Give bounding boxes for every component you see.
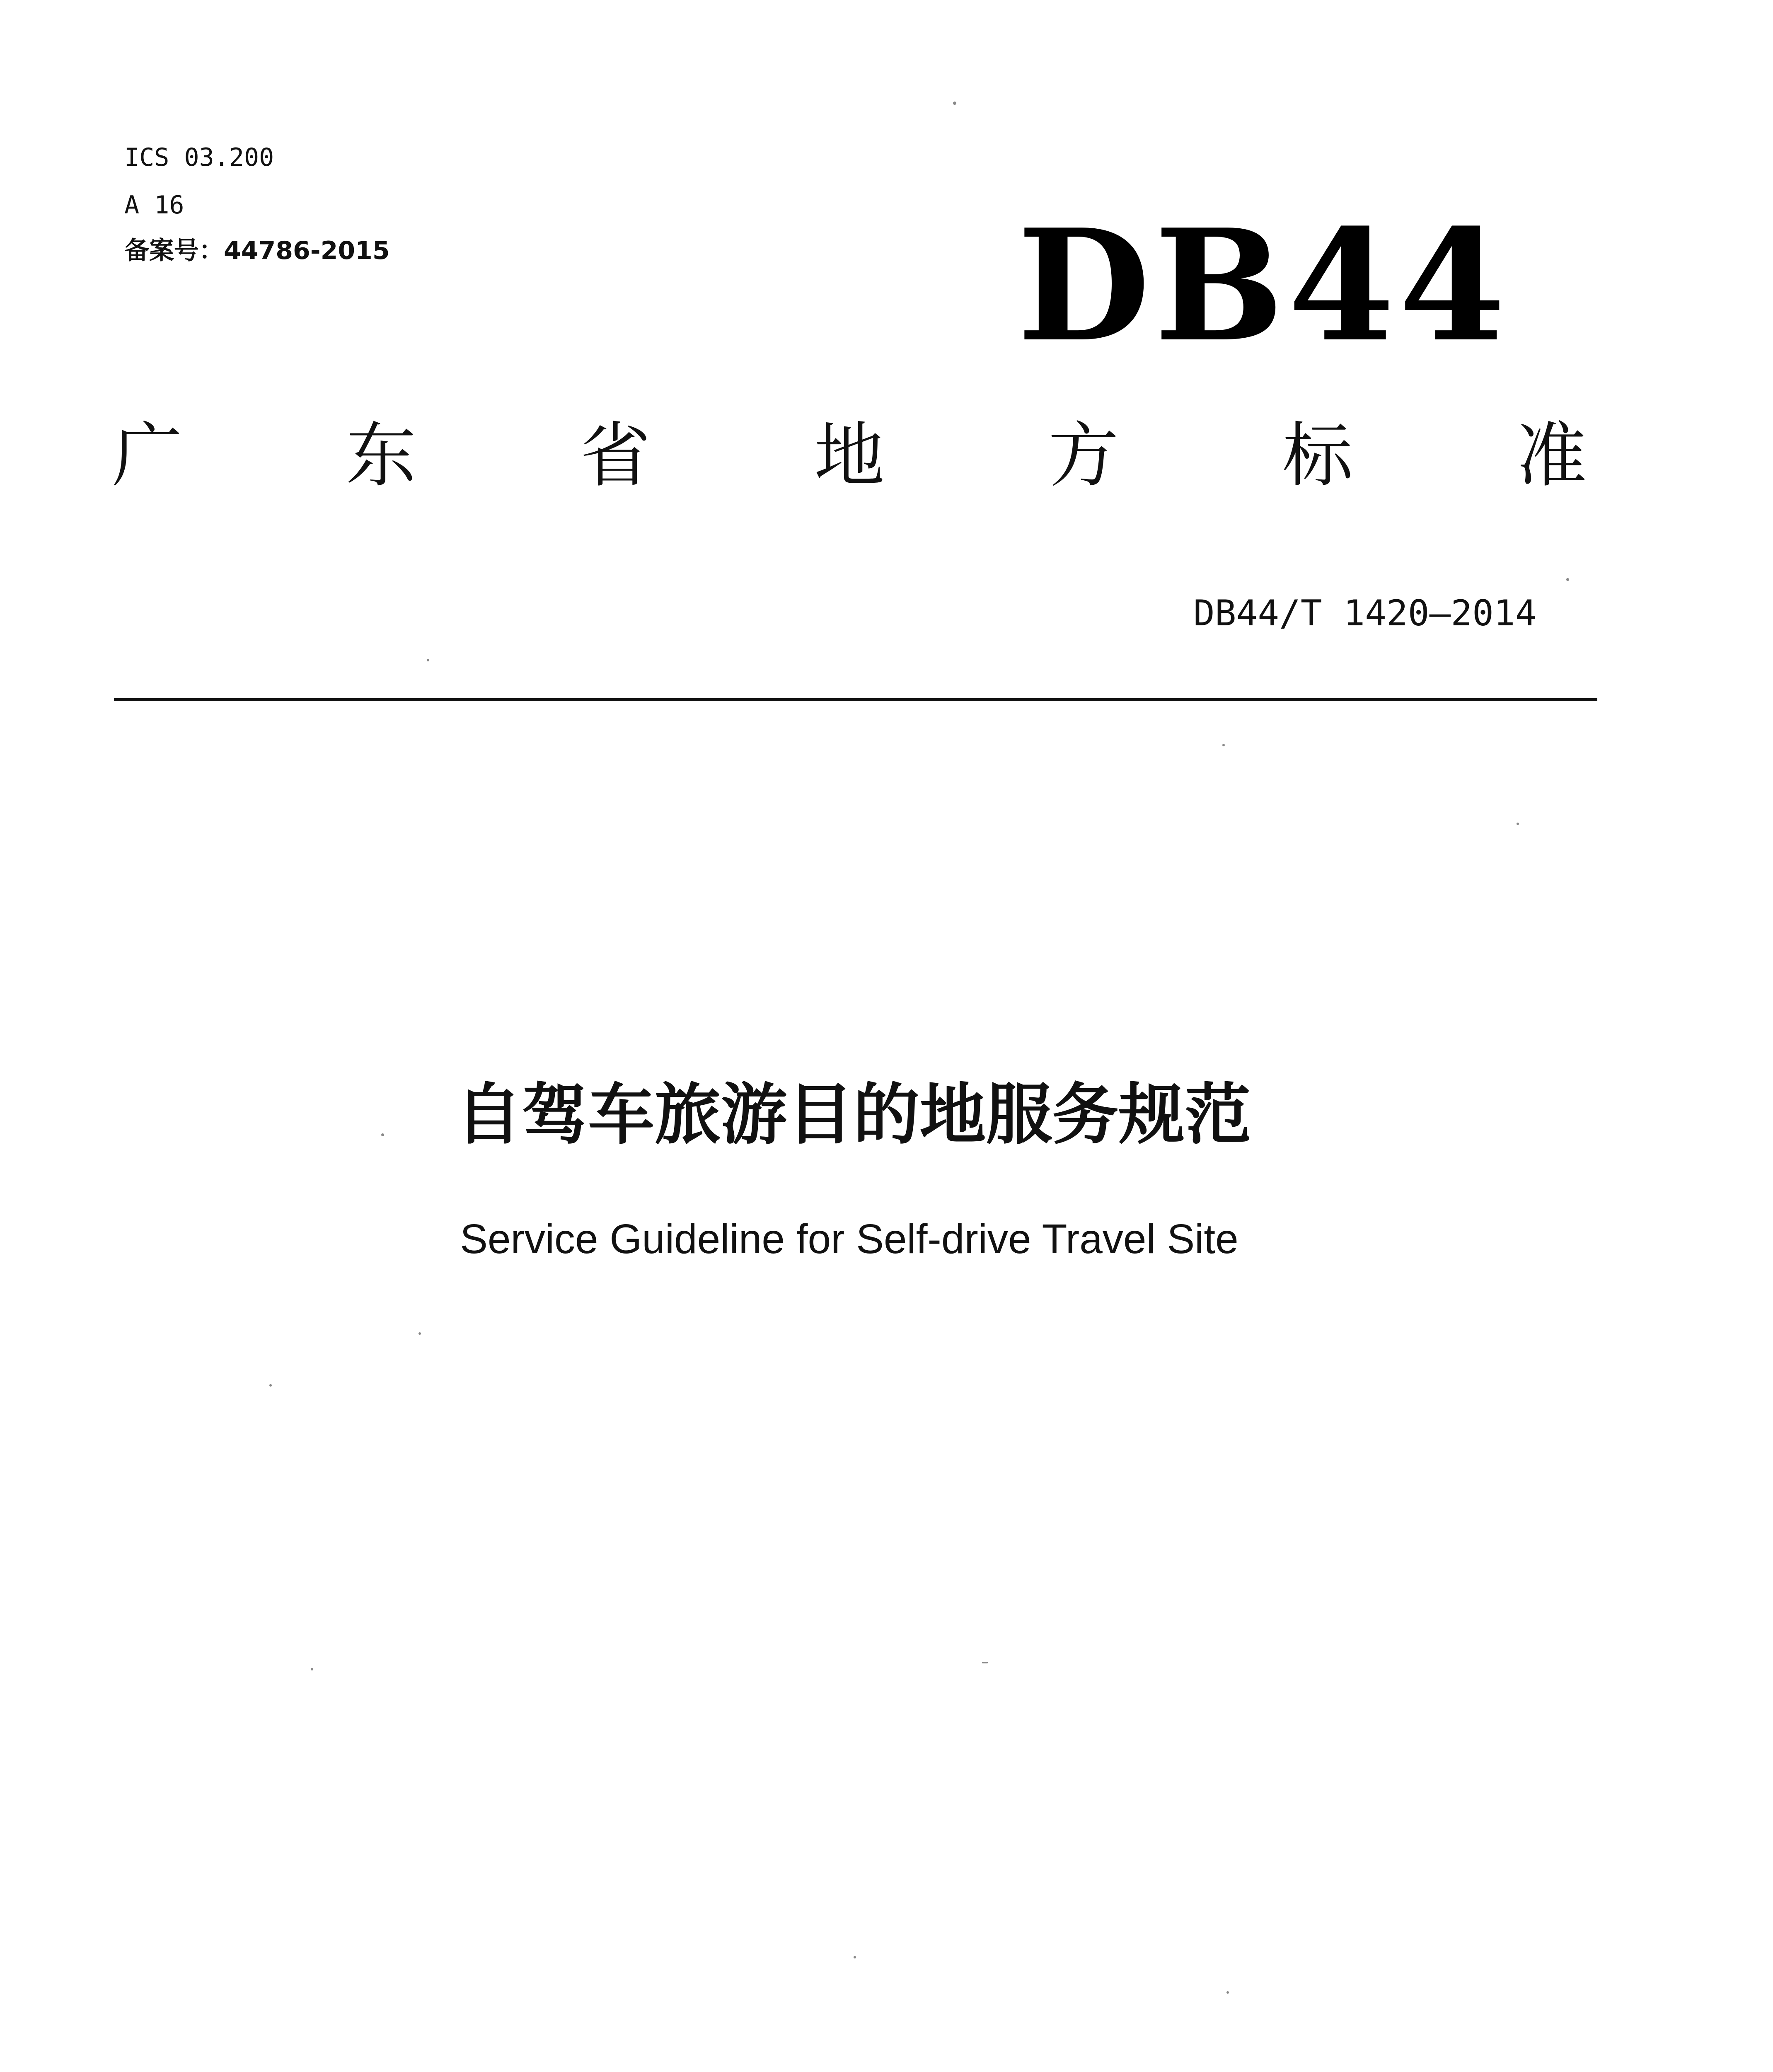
standard-type-char: 东: [346, 415, 416, 497]
ics-code: ICS 03.200: [124, 143, 274, 172]
scan-speck: [1517, 823, 1519, 825]
document-title-chinese: 自驾车旅游目的地服务规范: [455, 1076, 1251, 1153]
scan-speck: [982, 1662, 988, 1663]
scan-speck: [269, 1384, 272, 1387]
scan-speck: [854, 1956, 856, 1958]
scan-speck: [1226, 1991, 1229, 1994]
filing-number: 备案号：44786-2015: [124, 236, 390, 265]
standard-number: DB44/T 1420—2014: [1193, 593, 1537, 634]
standard-type-char: 方: [1048, 415, 1119, 497]
db44-logo: DB44: [1017, 196, 1510, 376]
scan-speck: [311, 1668, 313, 1670]
scan-speck: [418, 1332, 421, 1335]
scan-speck: [1222, 744, 1225, 746]
standard-type-char: 标: [1282, 415, 1353, 497]
scan-speck: [427, 659, 429, 661]
scan-speck: [953, 102, 956, 105]
scan-speck: [381, 1133, 384, 1136]
header-divider: [114, 698, 1597, 701]
standard-type-char: 准: [1516, 415, 1587, 497]
standard-type-char: 省: [580, 415, 651, 497]
ccs-code: A 16: [124, 191, 184, 220]
document-title-english: Service Guideline for Self-drive Travel Site: [460, 1216, 1238, 1262]
standard-type-char: 广: [112, 415, 183, 497]
standard-type-heading: [112, 414, 1587, 497]
standard-type-char: 地: [814, 415, 885, 497]
scan-speck: [1566, 578, 1569, 581]
